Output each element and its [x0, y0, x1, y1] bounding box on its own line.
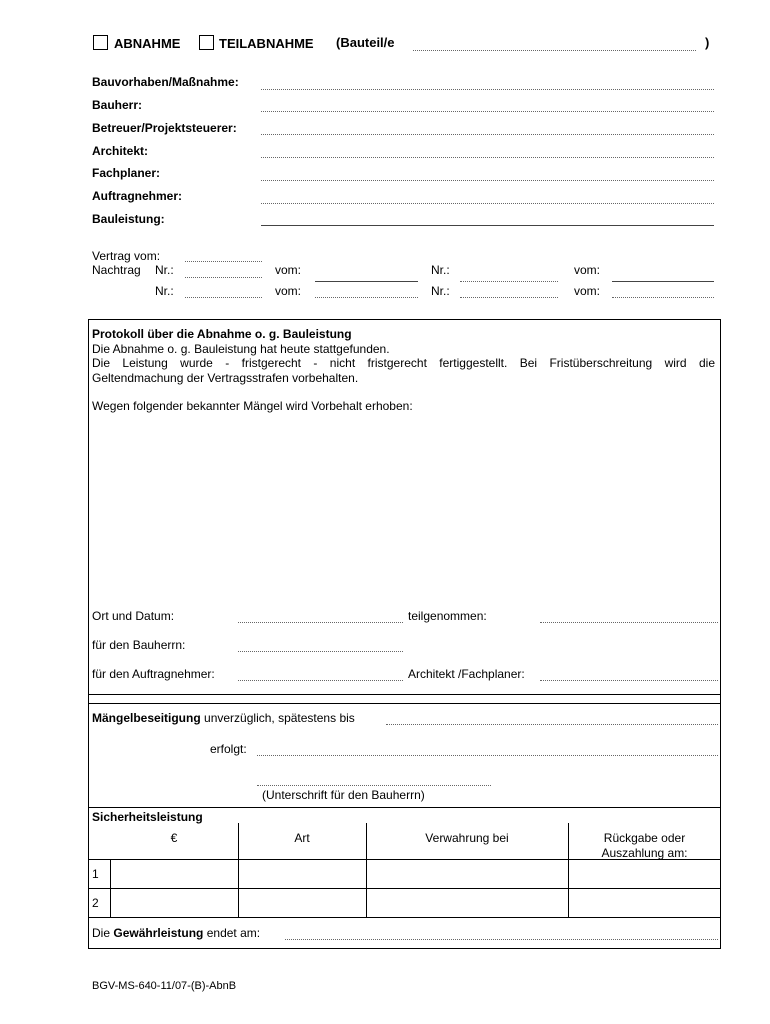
field-input-betreuer[interactable] — [261, 134, 714, 135]
separator-line-2 — [88, 703, 721, 704]
separator-line-1 — [88, 694, 721, 695]
field-label-betreuer: Betreuer/Projektsteuerer: — [92, 121, 237, 135]
signature-line[interactable] — [257, 785, 491, 786]
warranty-bold: Gewährleistung — [113, 926, 204, 940]
bauteil-field[interactable] — [413, 50, 696, 51]
teilabnahme-checkbox[interactable] — [199, 35, 214, 50]
nachtrag-nr-field-1b[interactable] — [460, 281, 558, 282]
nachtrag-nr-label-b: Nr.: — [431, 263, 450, 277]
architekt-fachplaner-label: Architekt /Fachplaner: — [408, 667, 525, 681]
abnahme-label: ABNAHME — [114, 36, 181, 51]
field-input-bauleistung[interactable] — [261, 225, 714, 226]
ort-datum-label: Ort und Datum: — [92, 609, 175, 623]
field-input-auftragnehmer[interactable] — [261, 203, 714, 204]
ort-datum-field[interactable] — [238, 622, 403, 623]
teilgenommen-label: teilgenommen: — [408, 609, 487, 623]
maengelbeseitigung-date-field[interactable] — [386, 724, 718, 725]
signature-caption: (Unterschrift für den Bauherrn) — [262, 788, 425, 802]
security-header-verwahrung: Verwahrung bei — [425, 831, 509, 845]
nachtrag-vom-field-2[interactable] — [315, 297, 418, 298]
nachtrag-vom-label: vom: — [275, 263, 302, 277]
nachtrag-label: Nachtrag — [92, 263, 141, 277]
security-header-euro: € — [170, 831, 178, 845]
architekt-fachplaner-field[interactable] — [540, 680, 718, 681]
bauteil-label: (Bauteil/e — [336, 35, 395, 50]
field-label-auftragnehmer: Auftragnehmer: — [92, 189, 183, 203]
security-header-rueckgabe: Rückgabe oder — [603, 831, 686, 845]
security-header-line — [88, 859, 721, 860]
warranty-suffix: endet am: — [206, 926, 261, 940]
nachtrag-vom-label-b: vom: — [574, 263, 601, 277]
field-input-bauherr[interactable] — [261, 111, 714, 112]
erfolgt-label: erfolgt: — [210, 742, 247, 756]
fuer-auftragnehmer-field[interactable] — [238, 680, 403, 681]
warranty-date-field[interactable] — [285, 939, 718, 940]
security-header-art: Art — [294, 831, 310, 845]
maengelbeseitigung-line — [92, 711, 355, 725]
fuer-bauherrn-field[interactable] — [238, 651, 403, 652]
nachtrag-nr-label-2: Nr.: — [155, 284, 174, 298]
fuer-bauherrn-label: für den Bauherrn: — [92, 638, 186, 652]
bauteil-close: ) — [705, 35, 710, 50]
protocol-line-2: Die Leistung wurde - fristgerecht - nicht fristgerecht fertiggestellt. Bei Fristüberschreitung wird die — [92, 356, 715, 370]
maengelbeseitigung-title: Mängelbeseitigung — [92, 711, 201, 725]
security-title: Sicherheitsleistung — [92, 810, 203, 824]
field-input-fachplaner[interactable] — [261, 180, 714, 181]
field-label-bauherr: Bauherr: — [92, 98, 143, 112]
fuer-auftragnehmer-label: für den Auftragnehmer: — [92, 667, 215, 681]
nachtrag-nr-field-2[interactable] — [185, 297, 262, 298]
protocol-title: Protokoll über die Abnahme o. g. Bauleistung — [92, 327, 352, 341]
security-header-auszahlung: Auszahlung am: — [601, 846, 688, 860]
nachtrag-vom-field-2b[interactable] — [612, 297, 714, 298]
protocol-line-1: Die Abnahme o. g. Bauleistung hat heute stattgefunden. — [92, 342, 390, 356]
field-label-bauvorhaben: Bauvorhaben/Maßnahme: — [92, 75, 239, 89]
field-label-bauleistung: Bauleistung: — [92, 212, 165, 226]
security-top-line — [88, 807, 721, 808]
security-row-line-1 — [88, 888, 721, 889]
teilabnahme-label: TEILABNAHME — [219, 36, 314, 51]
nachtrag-vom-label-2: vom: — [275, 284, 302, 298]
warranty-line — [92, 926, 260, 940]
warranty-prefix: Die — [92, 926, 111, 940]
security-row-1-label: 1 — [92, 867, 99, 881]
field-label-fachplaner: Fachplaner: — [92, 166, 161, 180]
field-input-architekt[interactable] — [261, 157, 714, 158]
nachtrag-vom-label-2b: vom: — [574, 284, 601, 298]
erfolgt-field[interactable] — [257, 755, 718, 756]
teilgenommen-field[interactable] — [540, 622, 718, 623]
maengelbeseitigung-text: unverzüglich, spätestens bis — [204, 711, 355, 725]
nachtrag-vom-field-1b[interactable] — [612, 281, 714, 282]
abnahme-checkbox[interactable] — [93, 35, 108, 50]
field-label-architekt: Architekt: — [92, 144, 149, 158]
nachtrag-nr-field-1[interactable] — [185, 277, 262, 278]
nachtrag-nr-label: Nr.: — [155, 263, 174, 277]
footer-code: BGV-MS-640-11/07-(B)-AbnB — [92, 980, 237, 992]
vertrag-label: Vertrag vom: — [92, 249, 161, 263]
nachtrag-nr-field-2b[interactable] — [460, 297, 558, 298]
protocol-line-3: Geltendmachung der Vertragsstrafen vorbehalten. — [92, 371, 359, 385]
vertrag-date-field[interactable] — [185, 261, 262, 262]
security-row-line-2 — [88, 917, 721, 918]
nachtrag-nr-label-2b: Nr.: — [431, 284, 450, 298]
security-row-2-label: 2 — [92, 896, 99, 910]
maengel-text: Wegen folgender bekannter Mängel wird Vorbehalt erhoben: — [92, 399, 413, 413]
nachtrag-vom-field-1[interactable] — [315, 281, 418, 282]
field-input-bauvorhaben[interactable] — [261, 89, 714, 90]
